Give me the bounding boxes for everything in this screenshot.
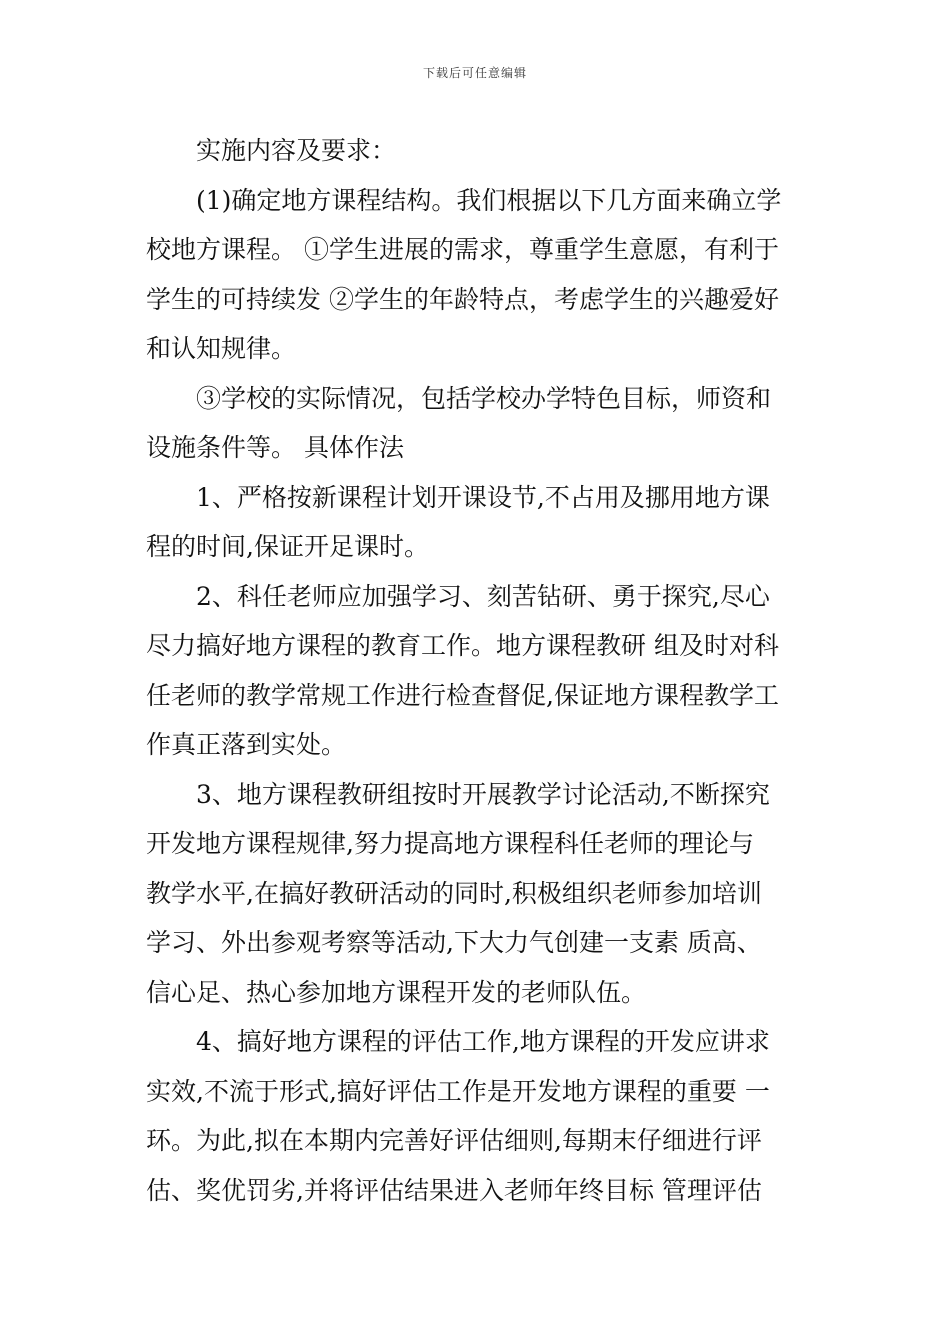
section-heading: 实施内容及要求： bbox=[196, 136, 397, 165]
text-line: 程的时间,保证开足课时。 bbox=[146, 532, 429, 561]
page-header-note: 下载后可任意编辑 bbox=[422, 66, 527, 80]
text-line: 教学水平,在搞好教研活动的同时,积极组织老师参加培训 bbox=[146, 878, 762, 908]
text-line: 1、严格按新课程计划开课设节,不占用及挪用地方课 bbox=[196, 482, 770, 512]
text-line: 2、科任老师应加强学习、刻苦钻研、勇于探究,尽心 bbox=[196, 581, 770, 611]
text-line: 作真正落到实处。 bbox=[146, 730, 347, 759]
text-line: (1)确定地方课程结构。我们根据以下几方面来确立学 bbox=[196, 185, 782, 215]
document-body bbox=[146, 126, 808, 1215]
text-line: 校地方课程。 ①学生进展的需求，尊重学生意愿，有利于 bbox=[146, 235, 779, 264]
text-line: 信心足、热心参加地方课程开发的老师队伍。 bbox=[146, 977, 647, 1007]
text-line: 任老师的教学常规工作进行检查督促,保证地方课程教学工 bbox=[146, 680, 779, 710]
text-line: 环。为此,拟在本期内完善好评估细则,每期末仔细进行评 bbox=[146, 1126, 762, 1155]
text-line: 估、奖优罚劣,并将评估结果进入老师年终目标 管理评估 bbox=[146, 1175, 762, 1205]
text-line: 学习、外出参观考察等活动,下大力气创建一支素 质高、 bbox=[146, 928, 762, 957]
text-line: 学生的可持续发 ②学生的年龄特点，考虑学生的兴趣爱好 bbox=[146, 284, 779, 314]
text-line: 实效,不流于形式,搞好评估工作是开发地方课程的重要 一 bbox=[146, 1076, 770, 1106]
text-line: 设施条件等。 具体作法 bbox=[146, 433, 404, 462]
text-line: 3、地方课程教研组按时开展教学讨论活动,不断探究 bbox=[196, 779, 770, 809]
text-line: 尽力搞好地方课程的教育工作。地方课程教研 组及时对科 bbox=[146, 631, 779, 660]
text-line: 4、搞好地方课程的评估工作,地方课程的开发应讲求 bbox=[196, 1027, 770, 1056]
text-line: 开发地方课程规律,努力提高地方课程科任老师的理论与 bbox=[146, 829, 754, 858]
text-line: ③学校的实际情况，包括学校办学特色目标，师资和 bbox=[196, 383, 772, 413]
text-line: 和认知规律。 bbox=[146, 334, 297, 363]
